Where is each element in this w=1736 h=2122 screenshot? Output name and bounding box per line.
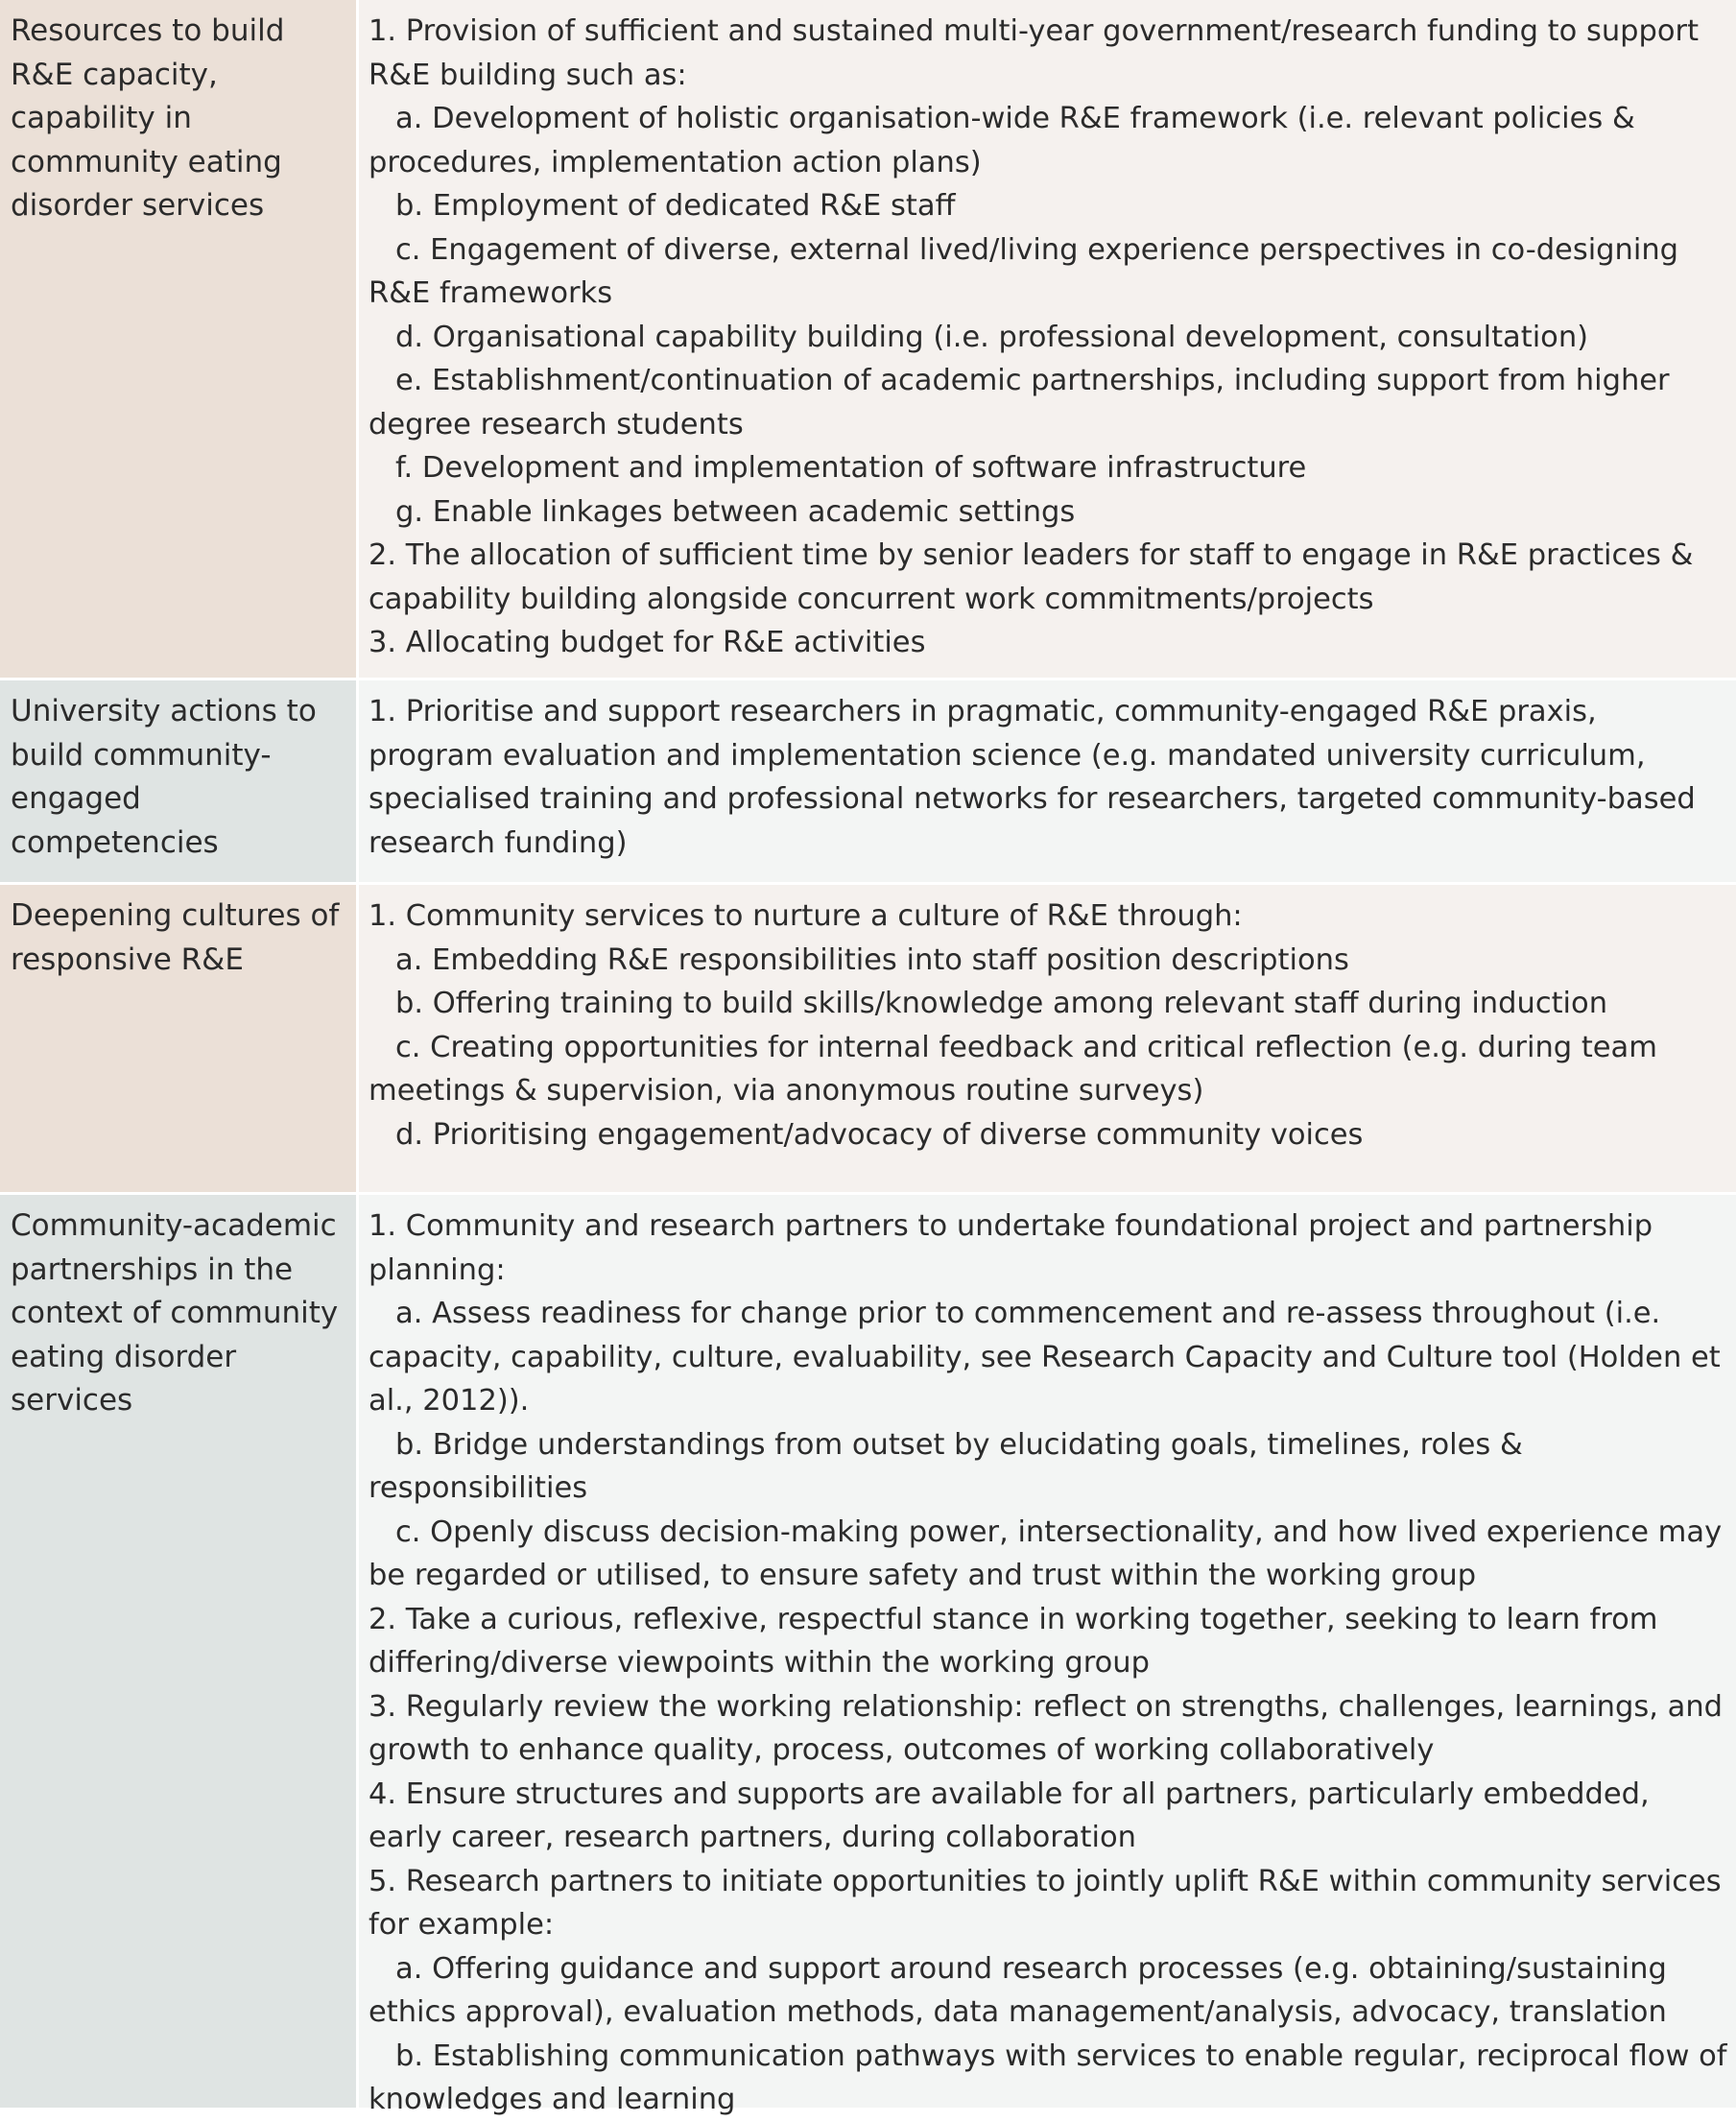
row-label: University actions to build community-engaged competencies: [0, 680, 359, 882]
list-item: c. Openly discuss decision-making power, intersectionality, and how lived experience may be regarded or utilised, to ensure safety and trust within the working group: [369, 1514, 1723, 1592]
row-content: [359, 0, 1736, 678]
list-item: c. Engagement of diverse, external lived/living experience perspectives in co-designing R&E frameworks: [369, 232, 1679, 310]
row-label: Resources to build R&E capacity, capability in community eating disorder services: [0, 0, 359, 678]
list-item: f. Development and implementation of software infrastructure: [395, 451, 1307, 485]
list-item: 1. Prioritise and support researchers in pragmatic, community-engaged R&E praxis, program evaluation and implementation science (e.g. mandated university curriculum, specialised training and professional networks for researchers, targeted community-based research funding): [369, 695, 1696, 860]
list-item: a. Assess readiness for change prior to commencement and re-assess throughout (i.e. capacity, capability, culture, evaluability, see Research Capacity and Culture tool (Holden et al., 2012)).: [369, 1297, 1721, 1418]
list-item: g. Enable linkages between academic settings: [395, 494, 1076, 529]
list-item: 1. Community and research partners to undertake foundational project and partnership planning:: [369, 1209, 1653, 1287]
list-item: 3. Regularly review the working relationship: reflect on strengths, challenges, learnings, and growth to enhance quality, process, outcomes of working collaboratively: [369, 1689, 1724, 1767]
list-item: a. Development of holistic organisation-wide R&E framework (i.e. relevant policies & procedures, implementation action plans): [369, 102, 1635, 179]
row-content: [359, 885, 1736, 1192]
list-item: 5. Research partners to initiate opportunities to jointly uplift R&E within community services for example:: [369, 1864, 1722, 1942]
list-item: b. Establishing communication pathways with services to enable regular, reciprocal flow of knowledges and learning: [369, 2039, 1727, 2116]
list-item: e. Establishment/continuation of academic partnerships, including support from higher degree research students: [369, 364, 1670, 441]
table-row-resources: [0, 0, 1736, 680]
row-label: Community-academic partnerships in the context of community eating disorder services: [0, 1195, 359, 2108]
list-item: b. Employment of dedicated R&E staff: [395, 189, 956, 223]
list-item: a. Offering guidance and support around research processes (e.g. obtaining/sustaining ethics approval), evaluation methods, data management/analysis, advocacy, translation: [369, 1951, 1667, 2029]
list-item: 2. Take a curious, reflexive, respectful stance in working together, seeking to learn from differing/diverse viewpoints within the working group: [369, 1602, 1658, 1680]
table-row-partnerships: [0, 1195, 1736, 2116]
list-item: 3. Allocating budget for R&E activities: [369, 626, 926, 659]
table-row-deepening-cultures: [0, 885, 1736, 1195]
list-item: b. Offering training to build skills/knowledge among relevant staff during induction: [395, 987, 1608, 1020]
table-row-university-actions: [0, 680, 1736, 885]
row-content: [359, 1195, 1736, 2116]
row-label: Deepening cultures of responsive R&E: [0, 885, 359, 1192]
list-item: d. Prioritising engagement/advocacy of diverse community voices: [395, 1117, 1364, 1152]
list-item: c. Creating opportunities for internal feedback and critical reflection (e.g. during team meetings & supervision, via anonymous routine surveys): [369, 1030, 1657, 1108]
list-item: a. Embedding R&E responsibilities into staff position descriptions: [395, 942, 1349, 977]
list-item: 1. Community services to nurture a culture of R&E through:: [369, 899, 1243, 933]
list-item: 1. Provision of sufficient and sustained multi-year government/research funding to support R&E building such as:: [369, 14, 1700, 92]
row-content: [359, 680, 1736, 882]
list-item: 4. Ensure structures and supports are available for all partners, particularly embedded, early career, research partners, during collaboration: [369, 1776, 1650, 1854]
list-item: b. Bridge understandings from outset by elucidating goals, timelines, roles & responsibilities: [369, 1427, 1523, 1505]
list-item: 2. The allocation of sufficient time by senior leaders for staff to engage in R&E practices & capability building alongside concurrent work commitments/projects: [369, 538, 1694, 616]
list-item: d. Organisational capability building (i.e. professional development, consultation): [395, 320, 1589, 354]
